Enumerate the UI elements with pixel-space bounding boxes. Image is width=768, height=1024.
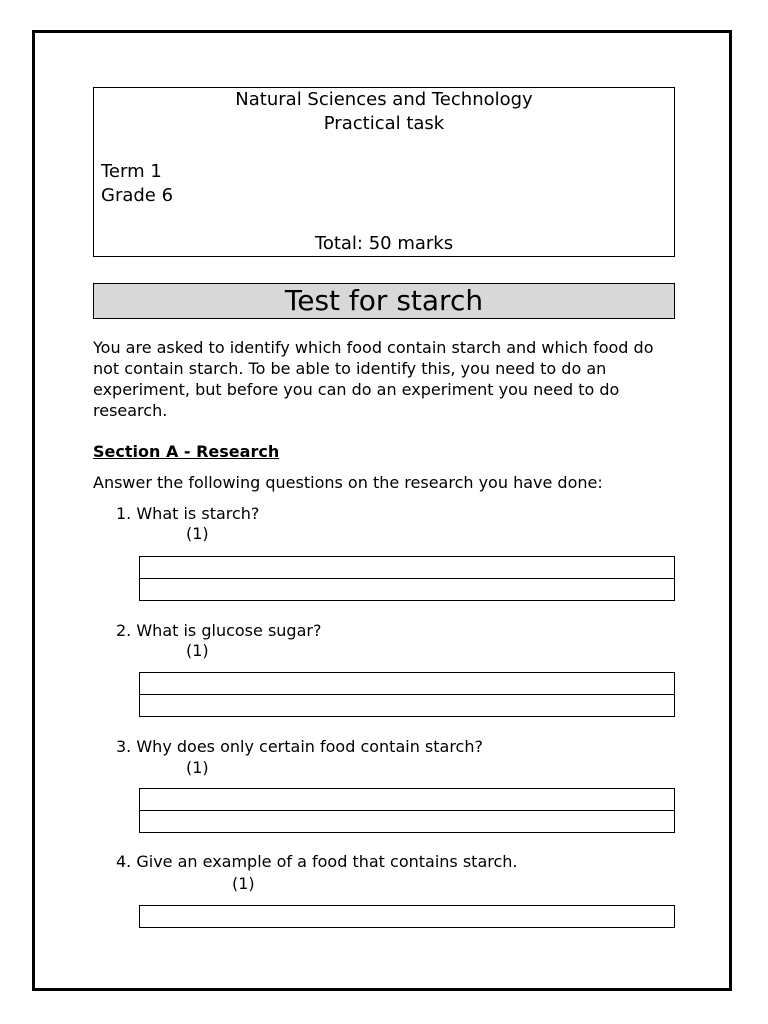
answer-line[interactable] bbox=[140, 695, 674, 716]
question-number: 3. bbox=[116, 737, 132, 756]
grade-label: Grade 6 bbox=[101, 185, 174, 206]
question-1 bbox=[116, 503, 259, 524]
question-text: Why does only certain food contain starch? bbox=[136, 737, 483, 756]
header-box bbox=[93, 87, 675, 257]
page-title: Test for starch bbox=[93, 283, 675, 319]
answer-box-4 bbox=[139, 905, 675, 928]
subject-title: Natural Sciences and Technology bbox=[235, 89, 533, 110]
question-number: 4. bbox=[116, 852, 132, 871]
answer-line[interactable] bbox=[140, 579, 674, 600]
term-label: Term 1 bbox=[101, 161, 162, 182]
question-3-marks: (1) bbox=[186, 758, 209, 777]
question-1-marks: (1) bbox=[186, 524, 209, 543]
question-2 bbox=[116, 620, 321, 641]
answer-line[interactable] bbox=[140, 906, 674, 927]
intro-paragraph: You are asked to identify which food contain starch and which food do not contain starch. To be able to identify this, you need to do an experiment, but before you can do an experiment you need to do research. bbox=[93, 338, 654, 420]
section-instructions: Answer the following questions on the research you have done: bbox=[93, 473, 603, 492]
answer-line[interactable] bbox=[140, 811, 674, 832]
task-type: Practical task bbox=[323, 113, 445, 134]
answer-box-1 bbox=[139, 556, 675, 601]
question-4 bbox=[116, 851, 518, 872]
answer-line[interactable] bbox=[140, 557, 674, 579]
question-number: 2. bbox=[116, 621, 132, 640]
answer-box-2 bbox=[139, 672, 675, 717]
question-text: What is starch? bbox=[136, 504, 260, 523]
total-marks: Total: 50 marks bbox=[314, 233, 454, 254]
question-number: 1. bbox=[116, 504, 132, 523]
question-2-marks: (1) bbox=[186, 641, 209, 660]
answer-box-3 bbox=[139, 788, 675, 833]
question-text: Give an example of a food that contains starch. bbox=[136, 852, 518, 871]
section-heading: Section A - Research bbox=[93, 442, 280, 461]
answer-line[interactable] bbox=[140, 673, 674, 695]
question-4-marks: (1) bbox=[232, 874, 255, 893]
answer-line[interactable] bbox=[140, 789, 674, 811]
question-3 bbox=[116, 736, 483, 757]
question-text: What is glucose sugar? bbox=[136, 621, 322, 640]
